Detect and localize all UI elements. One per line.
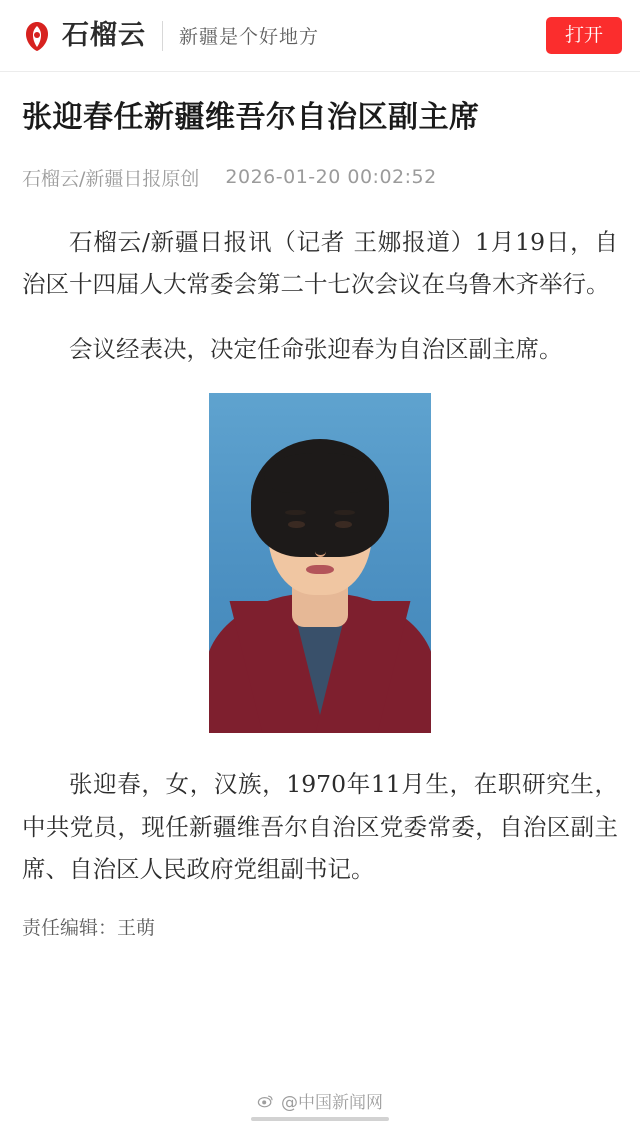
open-app-button[interactable]: 打开 (546, 17, 622, 54)
home-indicator (251, 1117, 389, 1121)
article-body-after-photo (22, 763, 618, 891)
article-photo-wrapper (22, 393, 618, 733)
portrait-photo[interactable] (209, 393, 431, 733)
brand-slogan: 新疆是个好地方 (179, 26, 320, 48)
article-meta (22, 164, 618, 191)
footer-text: @中国新闻网 (281, 1092, 383, 1113)
app-header (0, 0, 640, 72)
article-container (0, 72, 640, 940)
header-divider (162, 21, 163, 51)
portrait-eye-left (288, 521, 305, 528)
article-source: 石榴云/新疆日报原创 (22, 167, 200, 190)
portrait-mouth (306, 565, 334, 574)
article-paragraph: 会议经表决，决定任命张迎春为自治区副主席。 (69, 335, 563, 364)
brand-logo[interactable] (20, 19, 146, 53)
portrait-eyebrow-left (285, 510, 306, 515)
portrait-eyebrow-right (334, 510, 355, 515)
portrait-hair-fringe (264, 453, 376, 493)
article-editor: 责任编辑：王萌 (22, 917, 156, 940)
article-body (22, 221, 618, 371)
pomegranate-logo-icon (20, 19, 54, 53)
brand-name: 石榴云 (62, 20, 146, 51)
portrait-eye-right (335, 521, 352, 528)
weibo-icon (257, 1092, 274, 1109)
portrait-nose (315, 539, 326, 557)
article-timestamp: 2026-01-20 00:02:52 (225, 166, 437, 189)
article-paragraph: 石榴云/新疆日报讯（记者 王娜报道）1月19日，自治区十四届人大常委会第二十七次会议在乌鲁木齐举行。 (22, 227, 618, 299)
article-paragraph: 张迎春，女，汉族，1970年11月生，在职研究生，中共党员，现任新疆维吾尔自治区党委常委，自治区副主席、自治区人民政府党组副书记。 (22, 769, 618, 884)
page-title: 张迎春任新疆维吾尔自治区副主席 (22, 100, 480, 135)
